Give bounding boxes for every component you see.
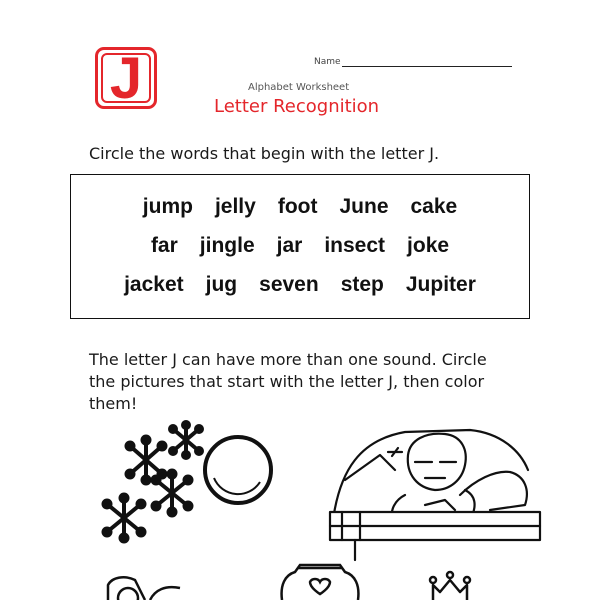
- instruction-circle-words: Circle the words that begin with the letter J.: [89, 144, 440, 163]
- jar-picture[interactable]: [282, 565, 359, 600]
- word-foot[interactable]: foot: [277, 195, 318, 218]
- word-jump[interactable]: jump: [142, 195, 193, 218]
- word-step[interactable]: step: [340, 273, 384, 296]
- jacks-picture[interactable]: [104, 422, 203, 542]
- crown-picture[interactable]: [430, 572, 470, 600]
- word-jacket[interactable]: jacket: [124, 273, 184, 296]
- word-jug[interactable]: jug: [205, 273, 238, 296]
- word-cake[interactable]: cake: [410, 195, 458, 218]
- word-jingle[interactable]: jingle: [199, 234, 255, 257]
- name-label: Name: [314, 57, 341, 67]
- word-insect[interactable]: insect: [324, 234, 386, 257]
- word-jupiter[interactable]: Jupiter: [405, 273, 476, 296]
- judge-picture[interactable]: [330, 430, 540, 560]
- worksheet-subtitle: Alphabet Worksheet: [248, 82, 350, 93]
- jeep-picture[interactable]: [108, 577, 180, 600]
- word-seven[interactable]: seven: [259, 273, 319, 296]
- word-june[interactable]: June: [339, 195, 389, 218]
- logo-letter: J: [109, 46, 143, 111]
- instruction-circle-pictures-line-1: The letter J can have more than one sound. Circle: [89, 350, 487, 369]
- instruction-circle-pictures-line-2: the pictures that start with the letter J, then color: [89, 372, 485, 391]
- word-far[interactable]: far: [150, 234, 178, 257]
- word-joke[interactable]: joke: [407, 234, 450, 257]
- instruction-circle-pictures-line-3: them!: [89, 394, 138, 413]
- worksheet-title: Letter Recognition: [214, 96, 380, 117]
- word-jelly[interactable]: jelly: [214, 195, 256, 218]
- word-jar[interactable]: jar: [276, 234, 303, 257]
- ball-picture[interactable]: [205, 437, 271, 503]
